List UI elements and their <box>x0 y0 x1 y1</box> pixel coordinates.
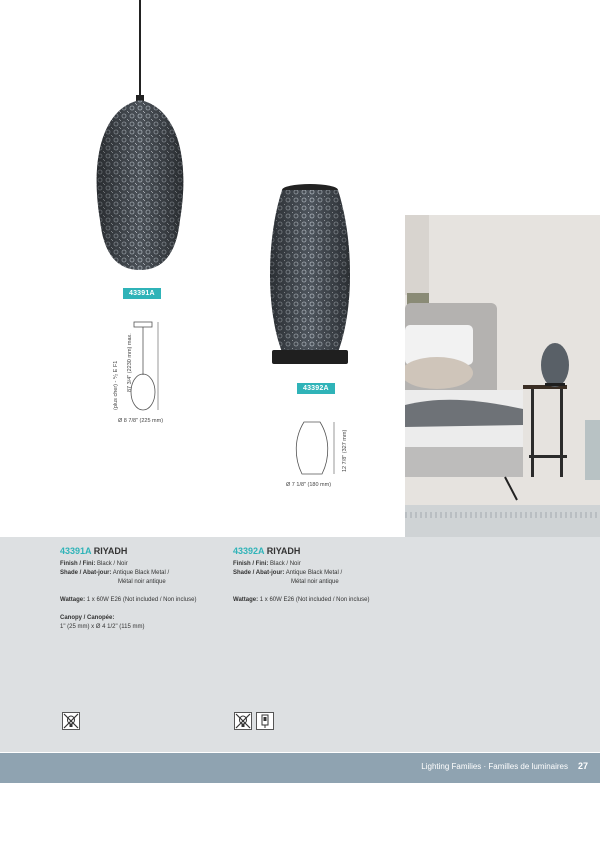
pendant-height-dimension: 87 3/4" (2230 mm) max. <box>127 333 133 392</box>
shade-label: Shade / Abat-jour: <box>233 570 285 576</box>
page-number: 27 <box>577 761 588 771</box>
pendant-width-dimension: Ø 8 7/8" (225 mm) <box>118 418 164 424</box>
table-lamp-image <box>260 180 360 370</box>
spec-column-43391A <box>60 547 197 632</box>
no-bulb-icon <box>234 712 252 730</box>
product-badge-43392A: 43392A <box>297 383 335 394</box>
bedroom-scene-photo <box>405 215 600 537</box>
product-name: RIYADH <box>266 546 301 556</box>
table-lamp-height-dimension: 12 7/8" (327 mm) <box>342 429 348 472</box>
product-title <box>233 547 370 556</box>
product-code: 43392A <box>233 546 265 556</box>
canopy-label: Canopy / Canopée: <box>60 615 115 621</box>
shade-value-fr: Métal noir antique <box>118 579 166 585</box>
footer-text: Lighting Families · Familles de luminaires <box>421 762 568 771</box>
finish-value: Black / Noir <box>270 561 301 567</box>
shade-value: Antique Black Metal / <box>285 570 343 576</box>
spec-column-43392A <box>233 547 370 605</box>
wattage-label: Wattage: <box>233 597 259 603</box>
finish-label: Finish / Fini: <box>60 561 96 567</box>
product-badge-43391A: 43391A <box>123 288 161 299</box>
table-lamp-dimension-drawing <box>286 418 346 480</box>
table-lamp-width-dimension: Ø 7 1/8" (180 mm) <box>286 482 332 488</box>
shade-value-fr: Métal noir antique <box>291 579 339 585</box>
wattage-value: 1 x 60W E26 (Not included / Non incluse) <box>259 597 370 603</box>
canopy-value: 1" (25 mm) x Ø 4 1/2" (115 mm) <box>60 624 145 630</box>
page-footer <box>0 753 600 783</box>
wattage-label: Wattage: <box>60 597 86 603</box>
wattage-value: 1 x 60W E26 (Not included / Non incluse) <box>86 597 197 603</box>
switch-icon <box>256 712 274 730</box>
no-bulb-icon <box>62 712 80 730</box>
pendant-lamp-image <box>80 0 200 280</box>
shade-label: Shade / Abat-jour: <box>60 570 112 576</box>
product-code: 43391A <box>60 546 92 556</box>
shade-value: Antique Black Metal / <box>112 570 170 576</box>
finish-label: Finish / Fini: <box>233 561 269 567</box>
finish-value: Black / Noir <box>97 561 128 567</box>
pendant-cable-dimension: (plus cher) - ⅟₂ E F1 <box>113 360 119 410</box>
specifications-panel <box>0 537 600 752</box>
product-title <box>60 547 197 556</box>
product-name: RIYADH <box>93 546 128 556</box>
